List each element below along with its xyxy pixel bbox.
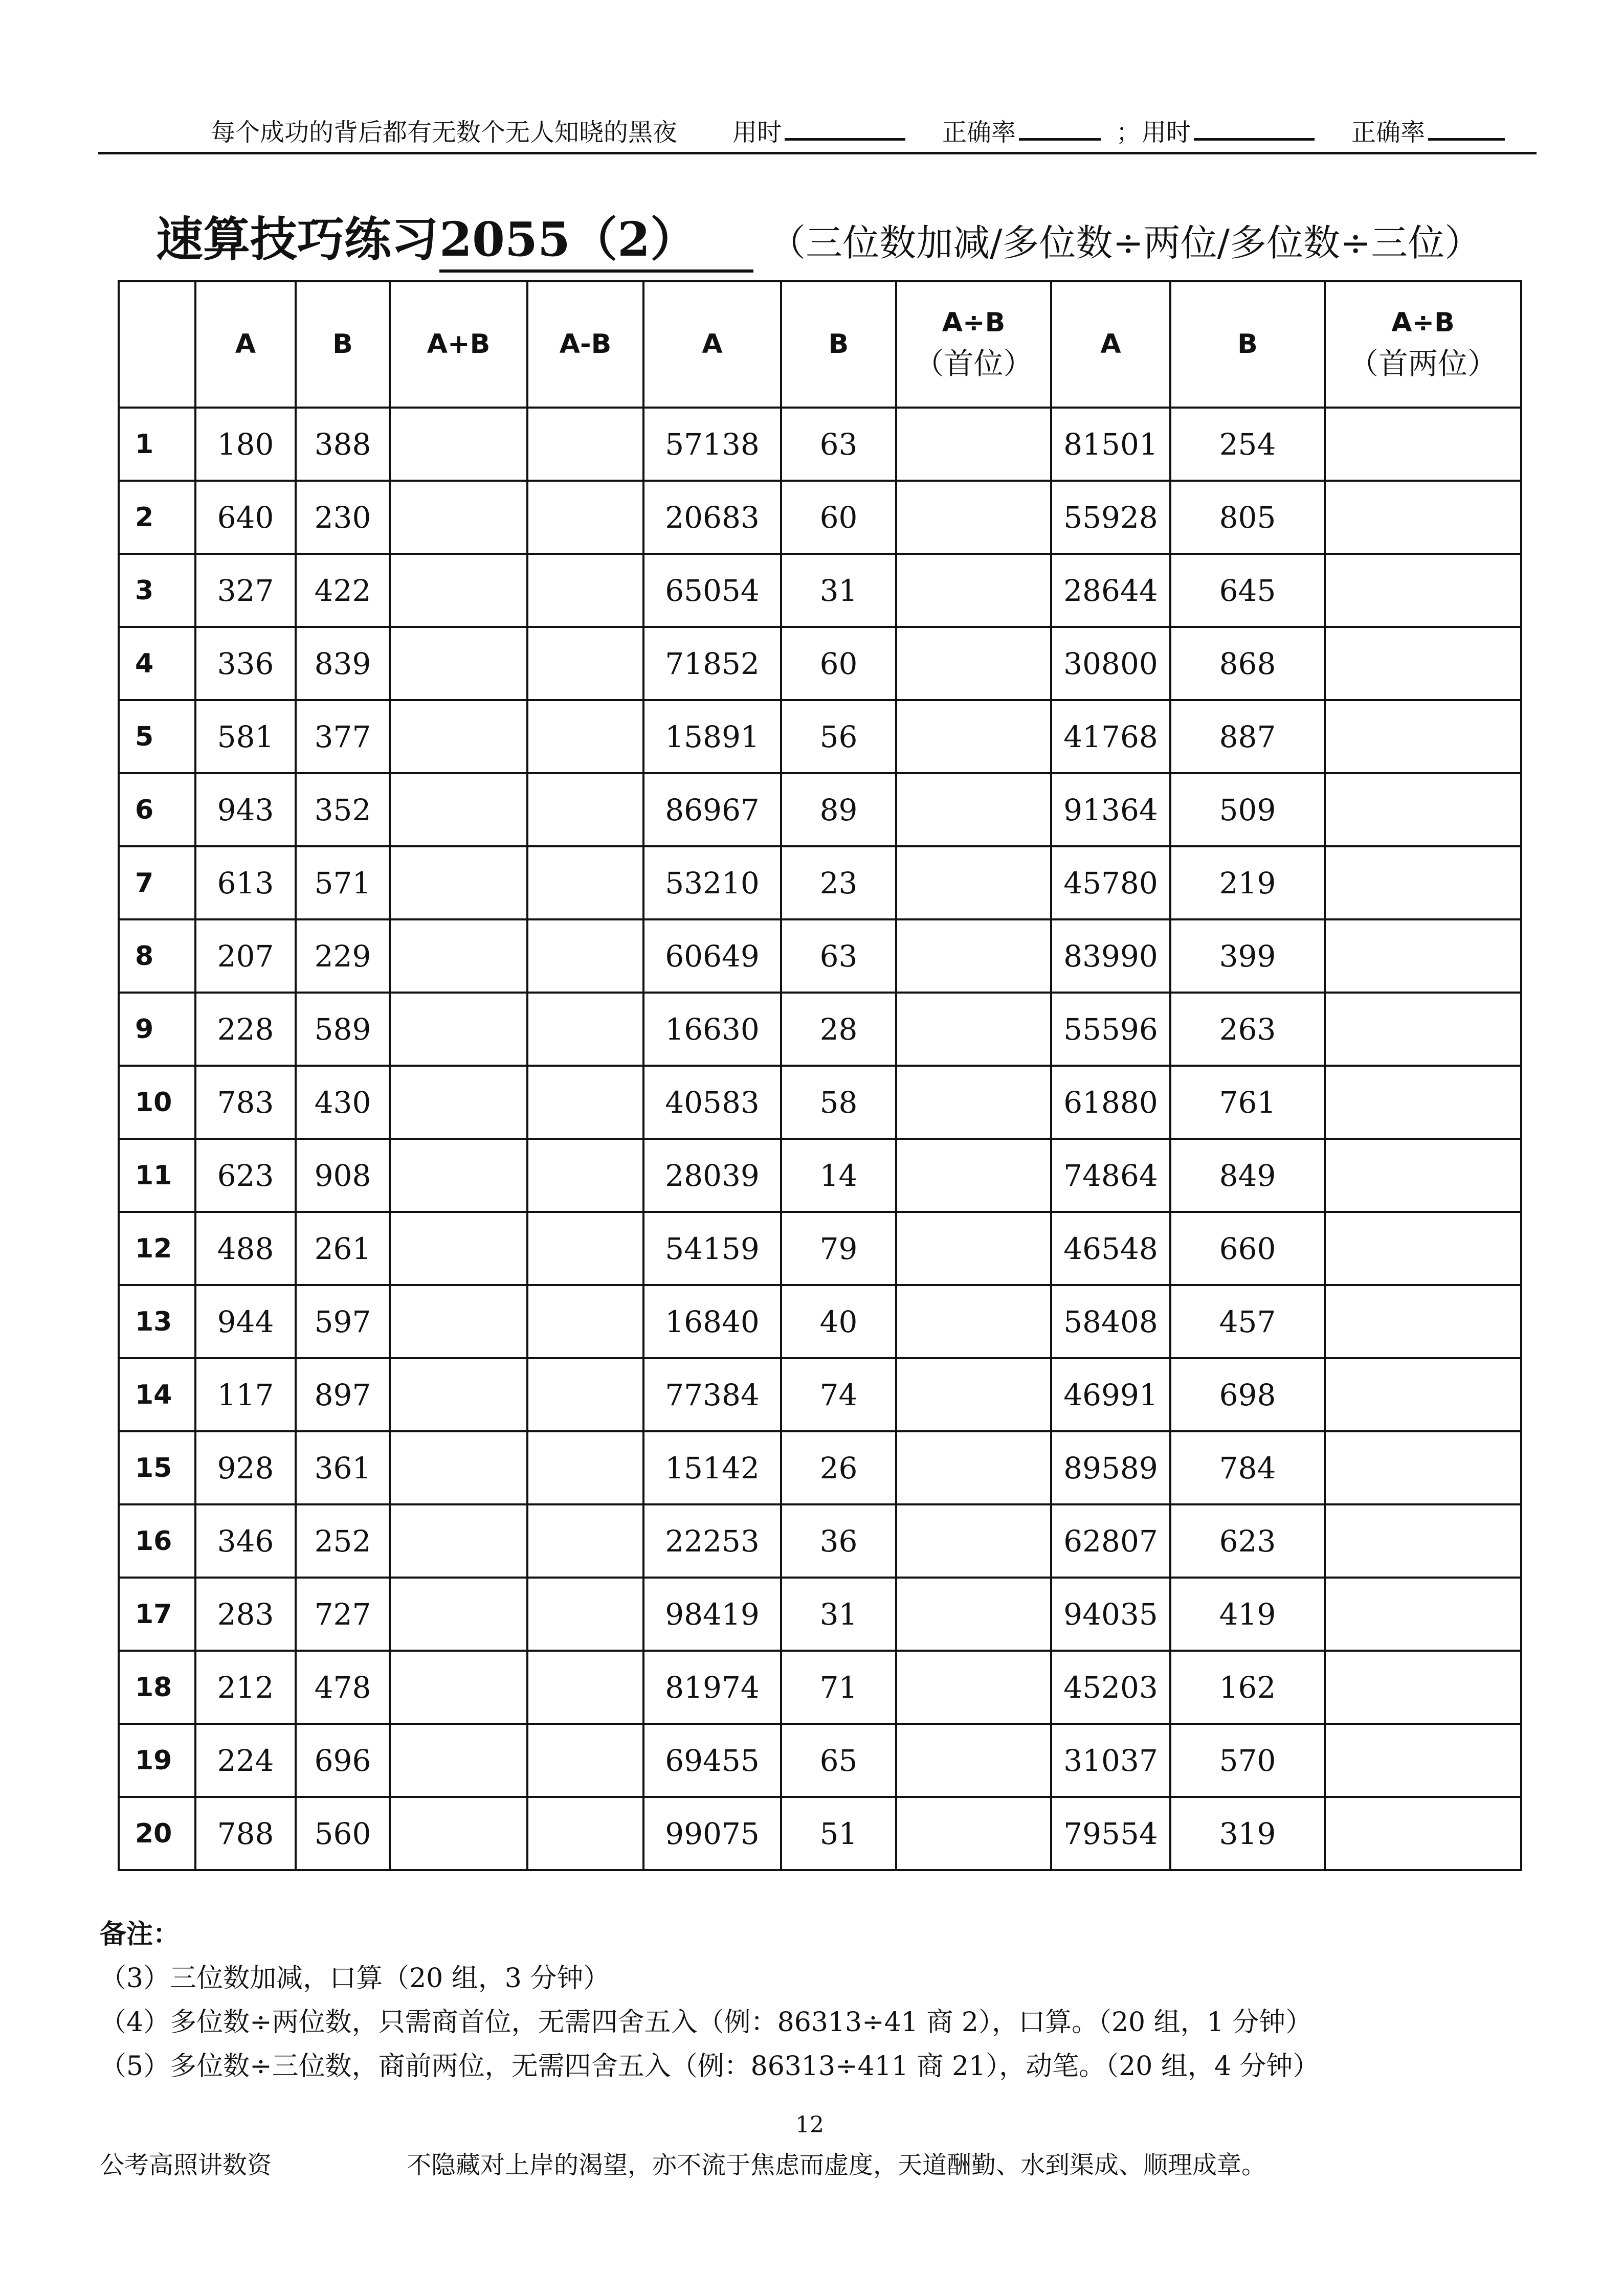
notes-title: 备注： [100,1919,180,1950]
cell-b2: 31 [781,1578,896,1651]
cell-b2: 51 [781,1797,896,1870]
cell-b3: 849 [1170,1139,1325,1212]
answer-div2[interactable] [1325,1578,1521,1651]
answer-sum[interactable] [390,1066,527,1139]
cell-a1: 623 [195,1139,296,1212]
cell-b2: 56 [781,700,896,773]
cell-a2: 65054 [643,554,781,627]
header-div2 [1325,281,1521,408]
accuracy-blank-1[interactable] [1019,116,1101,141]
answer-div1[interactable] [896,773,1051,846]
cell-b1: 571 [296,846,390,919]
answer-div2[interactable] [1325,481,1521,554]
answer-div2[interactable] [1325,993,1521,1066]
cell-a3: 41768 [1051,700,1170,773]
answer-div2[interactable] [1325,773,1521,846]
cell-a3: 62807 [1051,1504,1170,1578]
answer-diff[interactable] [527,919,643,993]
answer-div1[interactable] [896,627,1051,700]
cell-a1: 224 [195,1724,296,1797]
accuracy-field-1[interactable] [942,112,1101,148]
header-index [119,281,195,408]
table-row [119,1431,1521,1504]
header-div1-label: A÷B [942,307,1006,338]
cell-a1: 943 [195,773,296,846]
answer-div2[interactable] [1325,1797,1521,1870]
row-index: 10 [119,1066,195,1139]
cell-b2: 58 [781,1066,896,1139]
answer-sum[interactable] [390,1504,527,1578]
answer-sum[interactable] [390,627,527,700]
accuracy-label-1: 正确率 [942,118,1016,147]
answer-diff[interactable] [527,1139,643,1212]
row-index: 7 [119,846,195,919]
cell-b1: 696 [296,1724,390,1797]
cell-a1: 613 [195,846,296,919]
answer-diff[interactable] [527,1285,643,1358]
title-main: 速算技巧练习 [156,212,439,267]
cell-a3: 94035 [1051,1578,1170,1651]
row-index: 16 [119,1504,195,1578]
cell-b2: 36 [781,1504,896,1578]
answer-diff[interactable] [527,773,643,846]
table-row [119,1578,1521,1651]
accuracy-field-2[interactable] [1351,112,1505,148]
cell-b1: 839 [296,627,390,700]
table-row [119,1285,1521,1358]
answer-sum[interactable] [390,1285,527,1358]
answer-div1[interactable] [896,1212,1051,1285]
cell-a3: 30800 [1051,627,1170,700]
header-a2: A [643,281,781,408]
cell-a1: 327 [195,554,296,627]
header-a1: A [195,281,296,408]
cell-b2: 26 [781,1431,896,1504]
cell-b2: 71 [781,1651,896,1724]
cell-a2: 54159 [643,1212,781,1285]
answer-sum[interactable] [390,1431,527,1504]
cell-b2: 14 [781,1139,896,1212]
cell-a1: 117 [195,1358,296,1431]
row-index: 17 [119,1578,195,1651]
table-row [119,1651,1521,1724]
cell-a3: 28644 [1051,554,1170,627]
answer-div1[interactable] [896,1651,1051,1724]
answer-sum[interactable] [390,1358,527,1431]
cell-b2: 79 [781,1212,896,1285]
cell-b3: 319 [1170,1797,1325,1870]
answer-diff[interactable] [527,1431,643,1504]
cell-b2: 65 [781,1724,896,1797]
header-a3: A [1051,281,1170,408]
cell-b2: 60 [781,627,896,700]
header-diff: A-B [527,281,643,408]
cell-a2: 69455 [643,1724,781,1797]
cell-b3: 263 [1170,993,1325,1066]
cell-a3: 79554 [1051,1797,1170,1870]
cell-a2: 20683 [643,481,781,554]
answer-diff[interactable] [527,1797,643,1870]
cell-b3: 887 [1170,700,1325,773]
answer-div1[interactable] [896,554,1051,627]
cell-b3: 868 [1170,627,1325,700]
answer-div2[interactable] [1325,700,1521,773]
accuracy-blank-2[interactable] [1428,116,1505,141]
cell-b1: 422 [296,554,390,627]
cell-b1: 727 [296,1578,390,1651]
cell-b1: 261 [296,1212,390,1285]
note-line-4: （4）多位数÷两位数，只需商首位，无需四舍五入（例：86313÷41 商 2），口算。（20 组，1 分钟） [100,2007,1312,2038]
page-number: 12 [795,2112,824,2138]
cell-a1: 180 [195,408,296,481]
cell-b1: 388 [296,408,390,481]
cell-a2: 77384 [643,1358,781,1431]
cell-b3: 219 [1170,846,1325,919]
answer-div1[interactable] [896,1139,1051,1212]
answer-sum[interactable] [390,993,527,1066]
cell-a3: 55596 [1051,993,1170,1066]
answer-sum[interactable] [390,481,527,554]
time-label-1: 用时 [732,118,782,147]
cell-b2: 63 [781,408,896,481]
cell-a2: 16630 [643,993,781,1066]
cell-b2: 74 [781,1358,896,1431]
table-row [119,1504,1521,1578]
answer-div1[interactable] [896,408,1051,481]
row-index: 15 [119,1431,195,1504]
answer-sum[interactable] [390,919,527,993]
cell-a3: 61880 [1051,1066,1170,1139]
answer-diff[interactable] [527,1651,643,1724]
answer-div2[interactable] [1325,1724,1521,1797]
cell-a1: 783 [195,1066,296,1139]
cell-a3: 81501 [1051,408,1170,481]
row-index: 8 [119,919,195,993]
cell-b3: 623 [1170,1504,1325,1578]
cell-b3: 761 [1170,1066,1325,1139]
cell-a3: 58408 [1051,1285,1170,1358]
cell-a3: 31037 [1051,1724,1170,1797]
row-index: 20 [119,1797,195,1870]
answer-sum[interactable] [390,408,527,481]
cell-a2: 22253 [643,1504,781,1578]
cell-b3: 784 [1170,1431,1325,1504]
answer-div1[interactable] [896,1285,1051,1358]
answer-div1[interactable] [896,1066,1051,1139]
cell-a3: 55928 [1051,481,1170,554]
answer-diff[interactable] [527,1504,643,1578]
cell-a3: 45203 [1051,1651,1170,1724]
cell-a2: 28039 [643,1139,781,1212]
cell-a1: 581 [195,700,296,773]
answer-diff[interactable] [527,1066,643,1139]
header-b1: B [296,281,390,408]
cell-a2: 71852 [643,627,781,700]
answer-div1[interactable] [896,1504,1051,1578]
answer-sum[interactable] [390,773,527,846]
row-index: 11 [119,1139,195,1212]
answer-div2[interactable] [1325,1212,1521,1285]
cell-a2: 16840 [643,1285,781,1358]
cell-b3: 660 [1170,1212,1325,1285]
cell-b2: 28 [781,993,896,1066]
cell-b3: 509 [1170,773,1325,846]
table-row [119,773,1521,846]
answer-sum[interactable] [390,554,527,627]
table-row [119,1139,1521,1212]
table-row [119,627,1521,700]
cell-b1: 229 [296,919,390,993]
cell-b1: 361 [296,1431,390,1504]
answer-div1[interactable] [896,1358,1051,1431]
answer-div2[interactable] [1325,919,1521,993]
cell-a2: 86967 [643,773,781,846]
note-line-5: （5）多位数÷三位数，商前两位，无需四舍五入（例：86313÷411 商 21），动笔。（20 组，4 分钟） [100,2051,1320,2082]
answer-div2[interactable] [1325,1285,1521,1358]
accuracy-label-2: 正确率 [1351,118,1426,147]
row-index: 2 [119,481,195,554]
cell-a3: 45780 [1051,846,1170,919]
answer-div2[interactable] [1325,1358,1521,1431]
cell-b3: 419 [1170,1578,1325,1651]
cell-a1: 212 [195,1651,296,1724]
table-row [119,1724,1521,1797]
answer-diff[interactable] [527,1724,643,1797]
cell-b1: 352 [296,773,390,846]
row-index: 3 [119,554,195,627]
table-row [119,993,1521,1066]
cell-a2: 98419 [643,1578,781,1651]
cell-a1: 928 [195,1431,296,1504]
answer-diff[interactable] [527,1358,643,1431]
row-index: 4 [119,627,195,700]
cell-a1: 640 [195,481,296,554]
footer-author: 公考高照讲数资 [100,2151,272,2179]
cell-b3: 805 [1170,481,1325,554]
cell-b3: 645 [1170,554,1325,627]
table-row [119,408,1521,481]
table-row [119,846,1521,919]
row-index: 1 [119,408,195,481]
practice-table [118,280,1522,1871]
header-motto: 每个成功的背后都有无数个无人知晓的黑夜 [211,118,678,147]
table-row [119,554,1521,627]
answer-diff[interactable] [527,481,643,554]
header-b2: B [781,281,896,408]
answer-diff[interactable] [527,846,643,919]
cell-b2: 31 [781,554,896,627]
cell-b3: 162 [1170,1651,1325,1724]
answer-div2[interactable] [1325,1431,1521,1504]
answer-div2[interactable] [1325,1504,1521,1578]
cell-b3: 254 [1170,408,1325,481]
cell-b2: 23 [781,846,896,919]
answer-diff[interactable] [527,993,643,1066]
answer-div1[interactable] [896,1431,1051,1504]
answer-div1[interactable] [896,993,1051,1066]
answer-div2[interactable] [1325,408,1521,481]
answer-sum[interactable] [390,1139,527,1212]
cell-b1: 230 [296,481,390,554]
notes-section [100,1912,1319,2088]
cell-a1: 336 [195,627,296,700]
time-field-1[interactable] [732,112,905,148]
answer-div1[interactable] [896,846,1051,919]
cell-b1: 377 [296,700,390,773]
row-index: 19 [119,1724,195,1797]
table-body [119,408,1521,1870]
table-row [119,919,1521,993]
cell-b3: 457 [1170,1285,1325,1358]
page-header [98,108,1537,154]
answer-div1[interactable] [896,1578,1051,1651]
answer-div2[interactable] [1325,554,1521,627]
row-index: 18 [119,1651,195,1724]
cell-a1: 944 [195,1285,296,1358]
cell-b1: 589 [296,993,390,1066]
cell-b1: 560 [296,1797,390,1870]
cell-b1: 430 [296,1066,390,1139]
answer-div2[interactable] [1325,1139,1521,1212]
row-index: 14 [119,1358,195,1431]
time-blank-2[interactable] [1194,116,1315,141]
answer-diff[interactable] [527,408,643,481]
table-row [119,1358,1521,1431]
note-line-3: （3）三位数加减，口算（20 组，3 分钟） [100,1963,610,1994]
header-b3: B [1170,281,1325,408]
cell-a2: 81974 [643,1651,781,1724]
cell-a3: 74864 [1051,1139,1170,1212]
title-code: 2055（2） [439,202,753,273]
cell-b1: 597 [296,1285,390,1358]
cell-a1: 788 [195,1797,296,1870]
answer-sum[interactable] [390,1724,527,1797]
answer-div1[interactable] [896,1724,1051,1797]
cell-a2: 40583 [643,1066,781,1139]
answer-sum[interactable] [390,1212,527,1285]
cell-a1: 283 [195,1578,296,1651]
cell-b1: 897 [296,1358,390,1431]
time-label-2: 用时 [1142,118,1191,147]
answer-div1[interactable] [896,700,1051,773]
cell-a1: 207 [195,919,296,993]
cell-b3: 399 [1170,919,1325,993]
cell-a2: 15891 [643,700,781,773]
answer-div2[interactable] [1325,627,1521,700]
cell-a1: 488 [195,1212,296,1285]
cell-a1: 346 [195,1504,296,1578]
answer-div2[interactable] [1325,1066,1521,1139]
row-index: 13 [119,1285,195,1358]
row-index: 9 [119,993,195,1066]
answer-div2[interactable] [1325,1651,1521,1724]
cell-a1: 228 [195,993,296,1066]
answer-div1[interactable] [896,1797,1051,1870]
answer-diff[interactable] [527,700,643,773]
time-field-2[interactable] [1142,112,1315,148]
row-index: 6 [119,773,195,846]
table-row [119,700,1521,773]
cell-a3: 91364 [1051,773,1170,846]
answer-div1[interactable] [896,481,1051,554]
title-subtitle: （三位数加减/多位数÷两位/多位数÷三位） [769,221,1482,264]
cell-b1: 908 [296,1139,390,1212]
header-sum: A+B [390,281,527,408]
cell-a2: 53210 [643,846,781,919]
answer-diff[interactable] [527,1212,643,1285]
answer-sum[interactable] [390,846,527,919]
answer-sum[interactable] [390,700,527,773]
header-div1 [896,281,1051,408]
cell-a3: 46548 [1051,1212,1170,1285]
time-blank-1[interactable] [785,116,905,141]
table-row [119,1066,1521,1139]
cell-b2: 89 [781,773,896,846]
answer-diff[interactable] [527,554,643,627]
cell-b2: 63 [781,919,896,993]
answer-sum[interactable] [390,1797,527,1870]
table-row [119,1212,1521,1285]
cell-a2: 99075 [643,1797,781,1870]
cell-a2: 57138 [643,408,781,481]
answer-sum[interactable] [390,1578,527,1651]
header-div1-note: （首位） [914,346,1033,381]
table-row [119,1797,1521,1870]
answer-div2[interactable] [1325,846,1521,919]
cell-b2: 60 [781,481,896,554]
cell-b3: 570 [1170,1724,1325,1797]
answer-sum[interactable] [390,1651,527,1724]
cell-a3: 83990 [1051,919,1170,993]
cell-b3: 698 [1170,1358,1325,1431]
answer-diff[interactable] [527,627,643,700]
page-title [156,202,1481,273]
row-index: 5 [119,700,195,773]
cell-a2: 15142 [643,1431,781,1504]
footer-slogan: 不隐藏对上岸的渴望，亦不流于焦虑而虚度，天道酬勤、水到渠成、顺理成章。 [407,2151,1266,2179]
cell-a2: 60649 [643,919,781,993]
table-header-row [119,281,1521,408]
cell-b1: 478 [296,1651,390,1724]
header-div2-label: A÷B [1391,307,1455,338]
header-separator: ； [1116,118,1141,147]
table-row [119,481,1521,554]
header-div2-note: （首两位） [1348,346,1497,381]
cell-a3: 46991 [1051,1358,1170,1431]
cell-a3: 89589 [1051,1431,1170,1504]
row-index: 12 [119,1212,195,1285]
cell-b1: 252 [296,1504,390,1578]
cell-b2: 40 [781,1285,896,1358]
answer-diff[interactable] [527,1578,643,1651]
answer-div1[interactable] [896,919,1051,993]
